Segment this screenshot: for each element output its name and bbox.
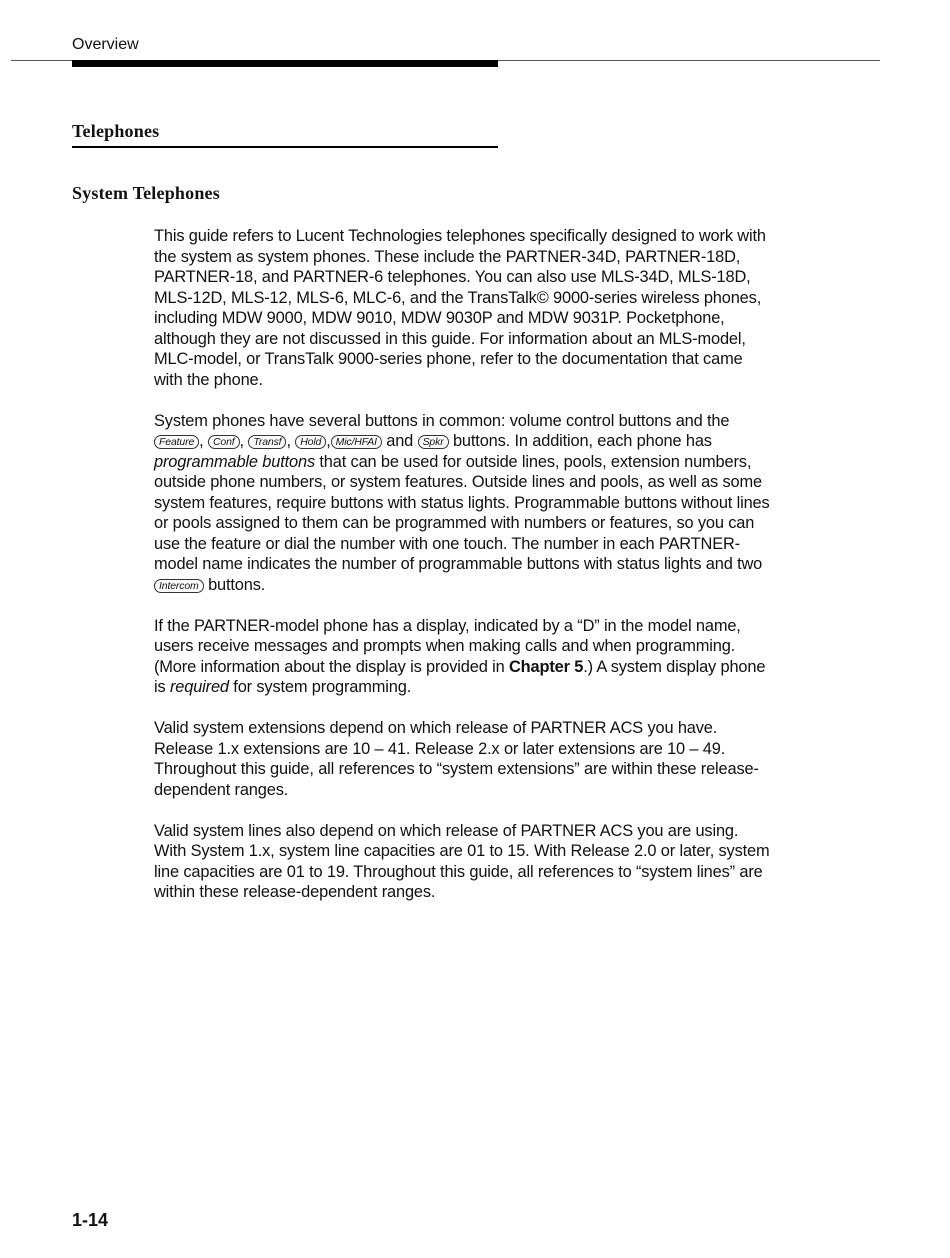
section-rule bbox=[72, 146, 498, 148]
p2-sep: , bbox=[199, 432, 204, 450]
feature-key: Feature bbox=[154, 435, 199, 449]
body-text bbox=[154, 226, 774, 923]
intercom-key: Intercom bbox=[154, 579, 204, 593]
paragraph-5: Valid system lines also depend on which release of PARTNER ACS you are using. With System 1.x, system line capacities are 01 to 15. With Release 2.0 or later, system line capacities are 01 to 19. Throughout this guide, all references to “system lines” are within these release-dependent ranges. bbox=[154, 821, 770, 901]
mic-hfai-key: Mic/HFAI bbox=[331, 435, 382, 449]
p2-end: buttons. bbox=[208, 575, 266, 594]
chapter-reference: Chapter 5 bbox=[508, 657, 584, 676]
p3-part-c: for system programming. bbox=[233, 678, 412, 696]
subsection-title: System Telephones bbox=[72, 183, 220, 203]
section-title: Telephones bbox=[72, 121, 160, 141]
p2-after-keys: buttons. In addition, each phone has bbox=[452, 432, 712, 450]
p3-emphasis: required bbox=[169, 678, 229, 696]
transf-key: Transf bbox=[248, 435, 286, 449]
paragraph-4: Valid system extensions depend on which release of PARTNER ACS you have. Release 1.x extensions are 10 – 41. Release 2.x or later extensions are 10 – 49. Throughout this guide, all references to “system extensions” are within these release-dependent ranges. bbox=[154, 719, 759, 799]
p3-part-a: If the PARTNER-model phone has a display, indicated by a “D” in the model name, users receive messages and prompts when making calls and when programming. (More information about the display is provided in bbox=[154, 616, 741, 676]
paragraph-2 bbox=[154, 411, 774, 596]
paragraph-1: This guide refers to Lucent Technologies telephones specifically designed to work with the system as system phones. These include the PARTNER-34D, PARTNER-18D, PARTNER-18, and PARTNER-6 telephones. You can also use MLS-34D, MLS-18D, MLS-12D, MLS-12, MLS-6, MLC-6, and the TransTalk© 9000-series wireless phones, including MDW 9000, MDW 9010, MDW 9030P and MDW 9031P. Pocketphone, although they are not discussed in this guide. For information about an MLS-model, MLC-model, or TransTalk 9000-series phone, refer to the documentation that came with the phone. bbox=[154, 227, 766, 389]
header-rule-thick bbox=[72, 60, 498, 67]
spkr-key: Spkr bbox=[418, 435, 449, 449]
p3-part-b: .) A system display phone is bbox=[154, 657, 766, 696]
p2-rest: that can be used for outside lines, pools, extension numbers, outside phone numbers, or system features. Outside lines and pools, as well as some system features, require buttons with status lights. Programmable buttons without lines or pools assigned to them can be programmed with numbers or features, so you can use the feature or dial the number with one touch. The number in each PARTNER-model name indicates the number of programmable buttons with status lights and two bbox=[154, 452, 770, 573]
conf-key: Conf bbox=[208, 435, 240, 449]
p2-emphasis: programmable buttons bbox=[154, 452, 315, 471]
paragraph-3 bbox=[154, 616, 774, 698]
p2-and: and bbox=[386, 432, 414, 450]
hold-key: Hold bbox=[295, 435, 326, 449]
page-number: 1-14 bbox=[72, 1210, 109, 1230]
running-head: Overview bbox=[72, 36, 139, 53]
p2-intro: System phones have several buttons in common: volume control buttons and the bbox=[154, 411, 730, 430]
p2-sep: , bbox=[286, 432, 291, 450]
p2-sep: , bbox=[239, 432, 244, 450]
p2-sep: , bbox=[326, 432, 331, 450]
